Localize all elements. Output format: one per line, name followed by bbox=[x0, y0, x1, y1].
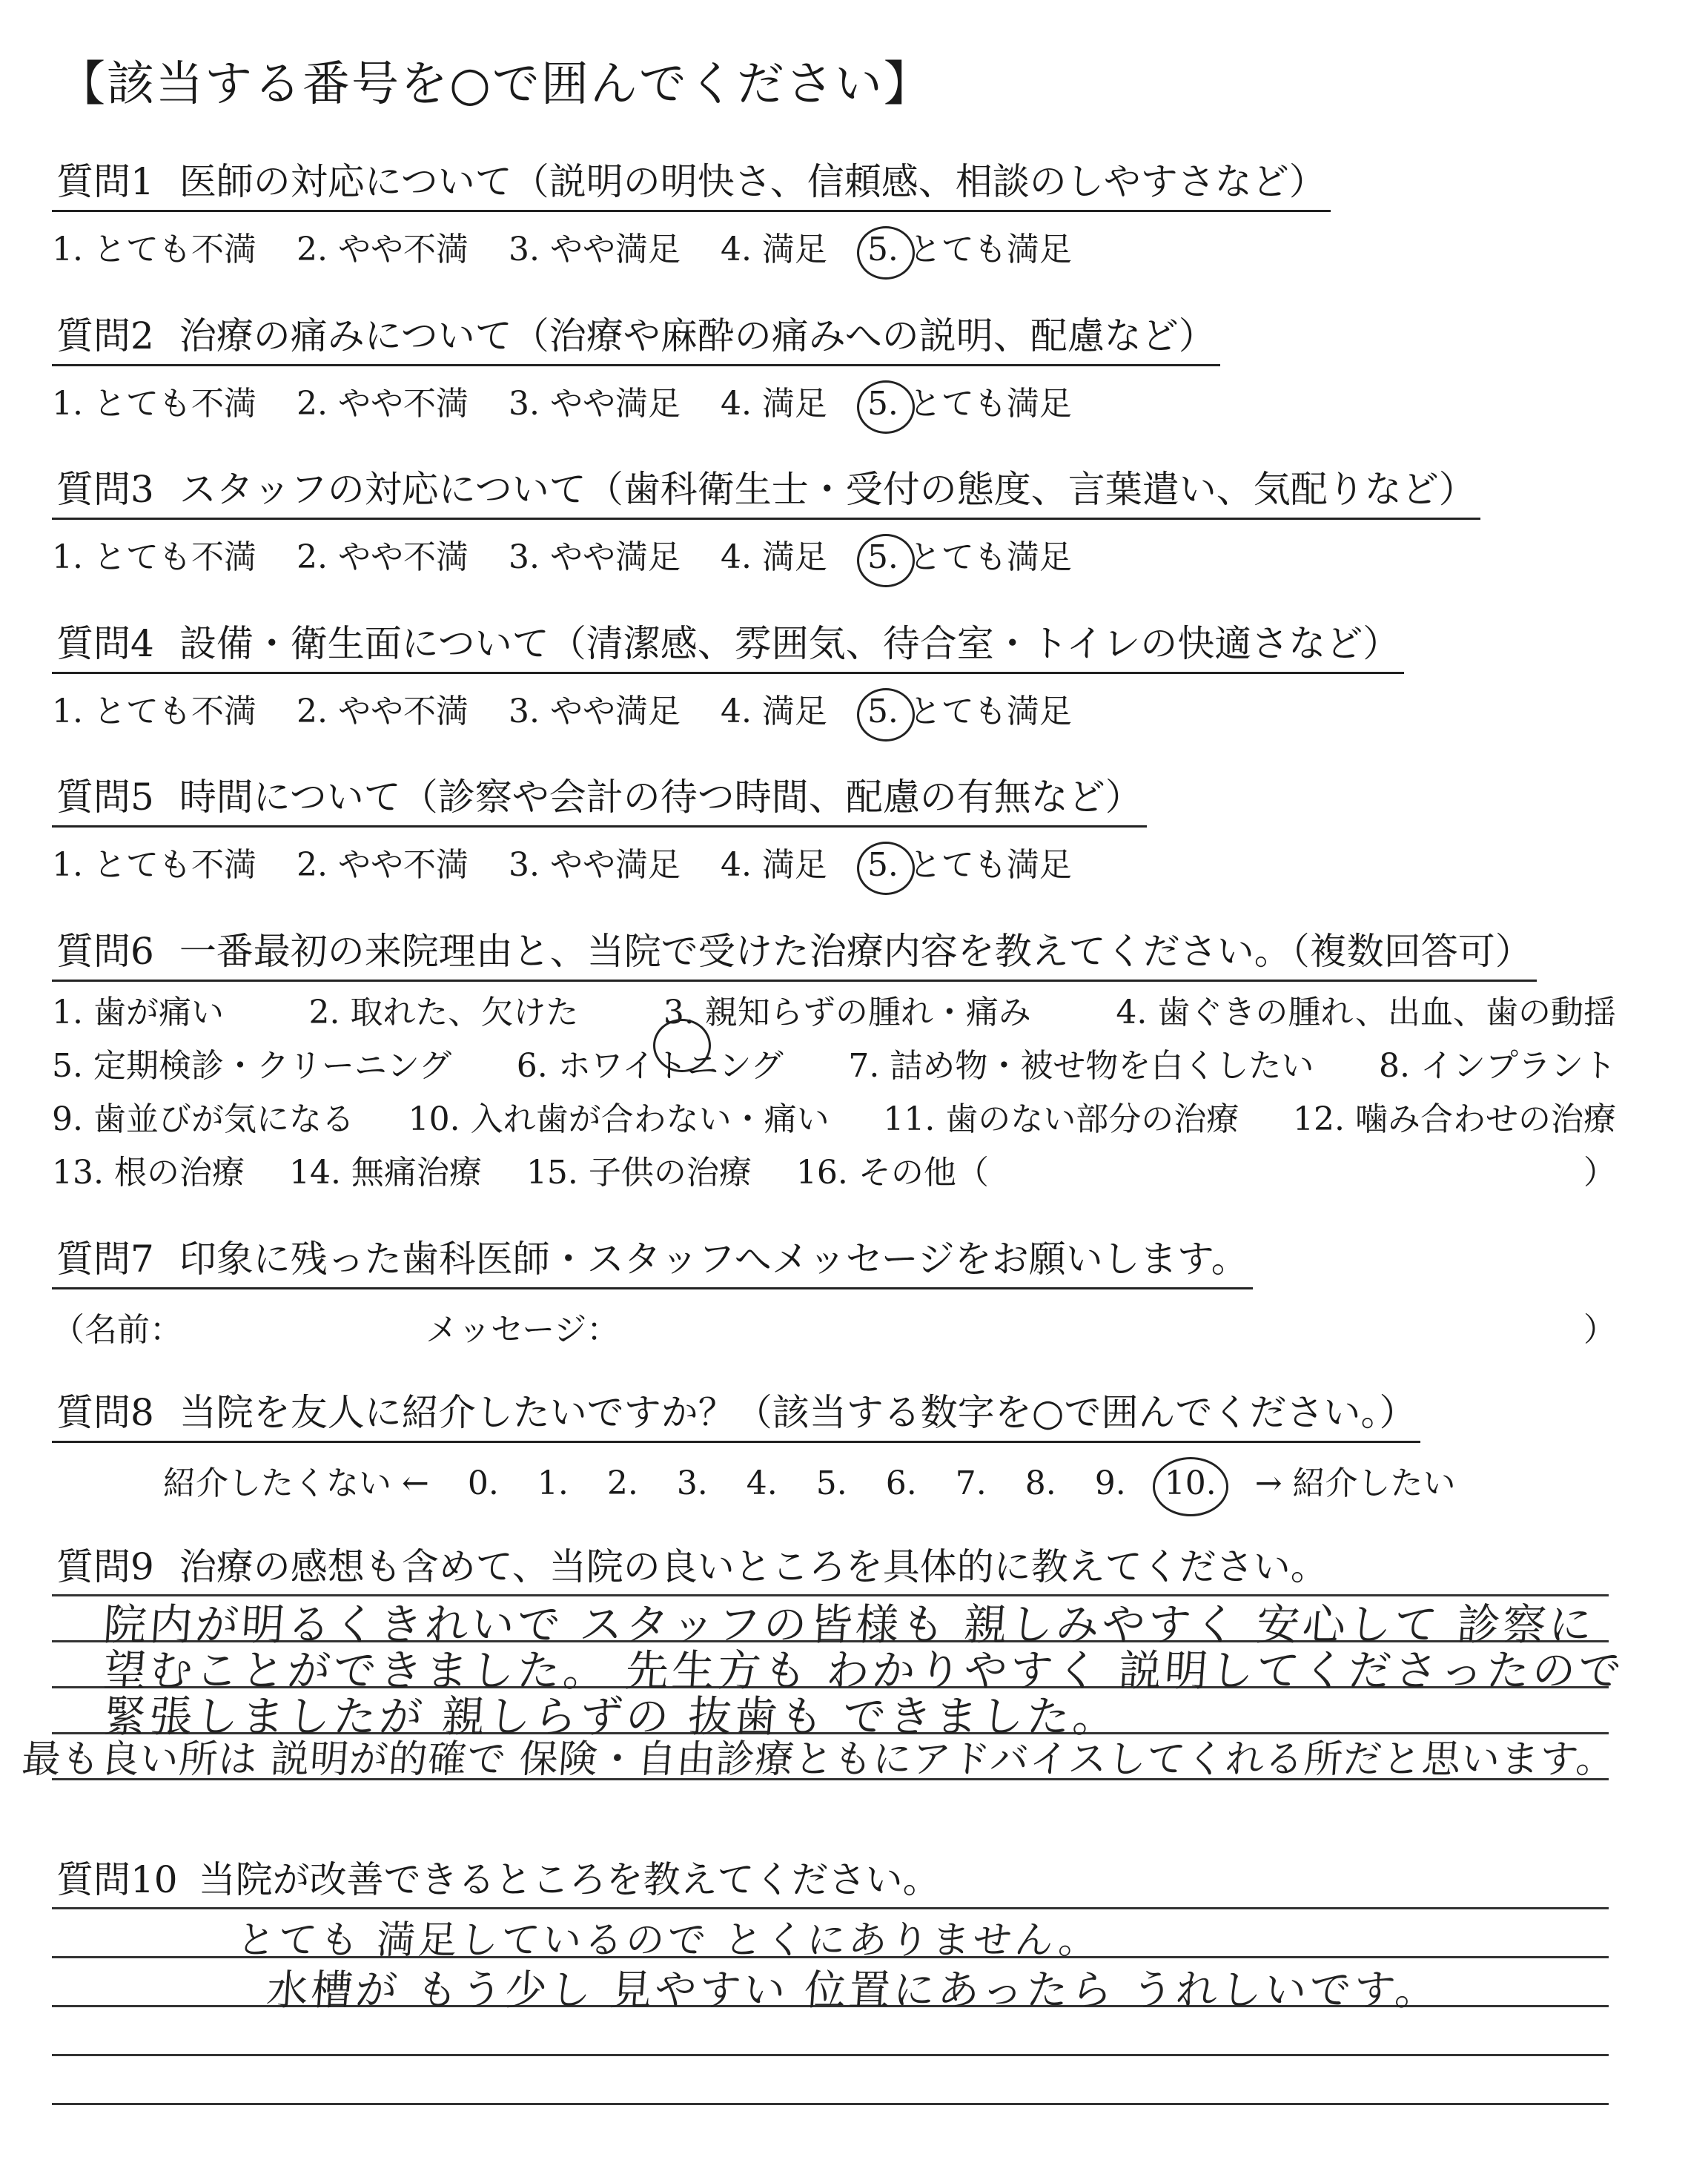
message-label: メッセージ： bbox=[426, 1311, 620, 1349]
question-title bbox=[52, 1383, 1420, 1443]
option-5[interactable] bbox=[867, 838, 1072, 885]
option-2[interactable] bbox=[297, 222, 469, 270]
question-title bbox=[52, 1229, 1253, 1289]
option-number: 3. bbox=[508, 846, 540, 884]
option-label: やや満足 bbox=[549, 693, 681, 730]
question-number: 質問3 bbox=[56, 468, 154, 511]
question-4 bbox=[52, 614, 1623, 732]
option-4[interactable] bbox=[721, 222, 827, 270]
option-row bbox=[52, 1146, 1616, 1200]
reason-option-1[interactable]: 1. 歯が痛い bbox=[52, 994, 224, 1031]
option-3[interactable] bbox=[509, 838, 681, 885]
option-label: とても満足 bbox=[908, 231, 1072, 268]
scale-7[interactable]: 7. bbox=[955, 1464, 987, 1502]
option-number: 2. bbox=[296, 846, 328, 884]
reason-option-10[interactable]: 10. 入れ歯が合わない・痛い bbox=[408, 1100, 830, 1138]
option-5[interactable] bbox=[867, 222, 1072, 270]
selected-answer: 5. bbox=[867, 231, 898, 268]
option-label: 満足 bbox=[761, 385, 827, 423]
option-3[interactable] bbox=[509, 684, 681, 732]
question-number: 質問2 bbox=[56, 314, 154, 357]
question-number: 質問9 bbox=[56, 1545, 154, 1588]
scale-left-label: 紹介したくない ← bbox=[163, 1464, 429, 1502]
option-2[interactable] bbox=[297, 377, 469, 424]
option-number: 2. bbox=[296, 693, 328, 730]
question-6 bbox=[52, 922, 1623, 1200]
option-label: 満足 bbox=[761, 231, 827, 268]
option-5[interactable] bbox=[867, 530, 1072, 578]
question-text: 当院を友人に紹介したいですか？（該当する数字を○で囲んでください。） bbox=[179, 1391, 1417, 1434]
question-3 bbox=[52, 460, 1623, 578]
handwritten-line: とても 満足しているので とくにありません。 bbox=[235, 1918, 1102, 1963]
reason-option-3-selected[interactable] bbox=[663, 986, 1031, 1040]
answer-options bbox=[52, 838, 1623, 885]
option-label: やや不満 bbox=[337, 538, 469, 576]
option-label: とても満足 bbox=[908, 385, 1072, 423]
reason-option-4[interactable]: 4. 歯ぐきの腫れ、出血、歯の動揺 bbox=[1116, 994, 1616, 1031]
reason-option-13[interactable]: 13. 根の治療 bbox=[52, 1154, 245, 1192]
question-title bbox=[52, 1850, 1623, 1903]
reason-option-2[interactable]: 2. 取れた、欠けた bbox=[308, 994, 579, 1031]
option-label: やや不満 bbox=[337, 231, 469, 268]
selected-answer: 5. bbox=[867, 385, 898, 423]
question-title bbox=[52, 460, 1480, 520]
question-text: スタッフの対応について（歯科衛生士・受付の態度、言葉遣い、気配りなど） bbox=[179, 468, 1476, 511]
question-number: 質問8 bbox=[56, 1391, 154, 1434]
option-1[interactable] bbox=[52, 838, 256, 885]
question-text: 治療の痛みについて（治療や麻酔の痛みへの説明、配慮など） bbox=[179, 314, 1216, 357]
option-label: とても満足 bbox=[908, 538, 1072, 576]
option-number: 3. bbox=[508, 693, 540, 730]
option-number: 4. bbox=[720, 693, 752, 730]
option-label: やや不満 bbox=[337, 385, 469, 423]
reason-options bbox=[52, 986, 1623, 1200]
scale-10-selected[interactable]: 10. bbox=[1164, 1464, 1217, 1502]
option-label: 3. 親知らずの腫れ・痛み bbox=[663, 994, 1031, 1031]
option-label: とても不満 bbox=[93, 693, 256, 730]
option-1[interactable] bbox=[52, 222, 256, 270]
form-header: 【該当する番号を○で囲んでください】 bbox=[58, 57, 933, 112]
scale-2[interactable]: 2. bbox=[606, 1464, 638, 1502]
option-label: とても不満 bbox=[93, 846, 256, 884]
option-row bbox=[52, 1093, 1616, 1146]
answer-options bbox=[52, 684, 1623, 732]
option-number: 1. bbox=[52, 693, 83, 730]
option-4[interactable] bbox=[721, 838, 827, 885]
reason-option-14[interactable]: 14. 無痛治療 bbox=[288, 1154, 482, 1192]
option-label: やや不満 bbox=[337, 846, 469, 884]
question-title bbox=[52, 152, 1331, 212]
name-label: （名前： bbox=[52, 1311, 182, 1349]
question-number: 質問5 bbox=[56, 776, 154, 819]
option-number: 2. bbox=[296, 231, 328, 268]
scale-right-label: → 紹介したい bbox=[1254, 1464, 1456, 1502]
option-label: とても満足 bbox=[908, 693, 1072, 730]
handwritten-line: 最も良い所は 説明が的確で 保険・自由診療ともにアドバイスしてくれる所だと思います。 bbox=[20, 1737, 1618, 1782]
option-5[interactable] bbox=[867, 377, 1072, 424]
option-4[interactable] bbox=[721, 530, 827, 578]
handwritten-line: 望むことができました。 先生方も わかりやすく 説明してくださったので bbox=[102, 1645, 1626, 1696]
reason-option-8[interactable]: 8. インプラント bbox=[1379, 1047, 1616, 1085]
option-number: 4. bbox=[720, 231, 752, 268]
handwritten-line: 緊張しましたが 親しらずの 抜歯も できました。 bbox=[102, 1691, 1121, 1742]
question-number: 質問4 bbox=[56, 622, 154, 665]
question-number: 質問6 bbox=[56, 930, 154, 973]
question-title bbox=[52, 306, 1220, 366]
option-1[interactable] bbox=[52, 684, 256, 732]
question-8 bbox=[52, 1383, 1623, 1504]
scale-6[interactable]: 6. bbox=[885, 1464, 917, 1502]
message-close-paren: ） bbox=[1583, 1311, 1616, 1349]
reason-option-9[interactable]: 9. 歯並びが気になる bbox=[52, 1100, 354, 1138]
option-1[interactable] bbox=[52, 530, 256, 578]
option-label: やや満足 bbox=[549, 385, 681, 423]
question-title bbox=[52, 922, 1537, 982]
question-text: 時間について（診察や会計の待つ時間、配慮の有無など） bbox=[179, 776, 1142, 819]
question-text: 設備・衛生面について（清潔感、雰囲気、待合室・トイレの快適さなど） bbox=[179, 622, 1400, 665]
option-2[interactable] bbox=[297, 838, 469, 885]
selected-answer: 5. bbox=[867, 538, 898, 576]
scale-1[interactable]: 1. bbox=[537, 1464, 569, 1502]
option-4[interactable] bbox=[721, 377, 827, 424]
option-number: 3. bbox=[508, 231, 540, 268]
question-title bbox=[52, 767, 1147, 828]
selected-answer: 5. bbox=[867, 693, 898, 730]
question-title bbox=[52, 614, 1404, 674]
handwritten-line: 院内が明るくきれいで スタッフの皆様も 親しみやすく 安心して 診察に bbox=[102, 1599, 1597, 1650]
option-label: とても不満 bbox=[93, 231, 256, 268]
scale-9[interactable]: 9. bbox=[1094, 1464, 1126, 1502]
question-7 bbox=[52, 1229, 1623, 1350]
option-1[interactable] bbox=[52, 377, 256, 424]
question-text: 治療の感想も含めて、当院の良いところを具体的に教えてください。 bbox=[179, 1545, 1328, 1588]
option-label: やや満足 bbox=[549, 538, 681, 576]
option-number: 2. bbox=[296, 385, 328, 423]
question-5 bbox=[52, 767, 1623, 885]
option-label: 満足 bbox=[761, 846, 827, 884]
question-text: 医師の対応について（説明の明快さ、信頼感、相談のしやすさなど） bbox=[179, 160, 1326, 203]
question-text: 当院が改善できるところを教えてください。 bbox=[198, 1858, 940, 1901]
option-label: とても不満 bbox=[93, 385, 256, 423]
question-number: 質問1 bbox=[56, 160, 154, 203]
option-label: やや不満 bbox=[337, 693, 469, 730]
option-number: 3. bbox=[508, 385, 540, 423]
option-number: 4. bbox=[720, 846, 752, 884]
option-number: 4. bbox=[720, 538, 752, 576]
option-number: 4. bbox=[720, 385, 752, 423]
reason-option-5[interactable]: 5. 定期検診・クリーニング bbox=[52, 1047, 452, 1085]
reason-option-12[interactable]: 12. 噛み合わせの治療 bbox=[1293, 1100, 1616, 1138]
option-row bbox=[52, 986, 1616, 1040]
question-10 bbox=[52, 1850, 1623, 1903]
scale-8[interactable]: 8. bbox=[1025, 1464, 1056, 1502]
scale-4[interactable]: 4. bbox=[746, 1464, 778, 1502]
selected-answer: 5. bbox=[867, 846, 898, 884]
option-2[interactable] bbox=[297, 530, 469, 578]
scale-0[interactable]: 0. bbox=[467, 1464, 499, 1502]
scale-3[interactable]: 3. bbox=[676, 1464, 708, 1502]
answer-options bbox=[52, 530, 1623, 578]
reason-option-11[interactable]: 11. 歯のない部分の治療 bbox=[883, 1100, 1239, 1138]
option-label: やや満足 bbox=[549, 231, 681, 268]
other-close-paren: ） bbox=[1583, 1154, 1616, 1192]
recommend-scale bbox=[52, 1456, 1623, 1504]
option-2[interactable] bbox=[297, 684, 469, 732]
scale-5[interactable]: 5. bbox=[815, 1464, 847, 1502]
question-title bbox=[52, 1537, 1623, 1591]
answer-line bbox=[52, 2054, 1609, 2056]
reason-option-7[interactable]: 7. 詰め物・被せ物を白くしたい bbox=[848, 1047, 1314, 1085]
question-number: 質問7 bbox=[56, 1238, 154, 1281]
question-9 bbox=[52, 1537, 1623, 1591]
question-2 bbox=[52, 306, 1623, 424]
message-row bbox=[52, 1303, 1616, 1350]
option-3[interactable] bbox=[509, 222, 681, 270]
option-number: 1. bbox=[52, 538, 83, 576]
option-label: とても満足 bbox=[908, 846, 1072, 884]
option-number: 3. bbox=[508, 538, 540, 576]
q10-answer-area[interactable] bbox=[52, 1907, 1609, 2130]
option-number: 1. bbox=[52, 385, 83, 423]
question-1 bbox=[52, 152, 1623, 270]
option-number: 1. bbox=[52, 846, 83, 884]
option-number: 2. bbox=[296, 538, 328, 576]
answer-line bbox=[52, 2103, 1609, 2105]
option-number: 1. bbox=[52, 231, 83, 268]
handwritten-line: 水槽が もう少し 見やすい 位置にあったら うれしいです。 bbox=[265, 1966, 1442, 2015]
option-5[interactable] bbox=[867, 684, 1072, 732]
question-text: 印象に残った歯科医師・スタッフへメッセージをお願いします。 bbox=[179, 1238, 1248, 1281]
question-number: 質問10 bbox=[56, 1858, 178, 1901]
q9-answer-area[interactable] bbox=[20, 1594, 1626, 1817]
reason-option-15[interactable]: 15. 子供の治療 bbox=[526, 1154, 752, 1192]
option-label: やや満足 bbox=[549, 846, 681, 884]
option-label: 満足 bbox=[761, 538, 827, 576]
answer-options bbox=[52, 377, 1623, 424]
answer-options bbox=[52, 222, 1623, 270]
option-label: とても不満 bbox=[93, 538, 256, 576]
option-row bbox=[52, 1040, 1616, 1093]
option-3[interactable] bbox=[509, 377, 681, 424]
reason-option-6[interactable]: 6. ホワイトニング bbox=[516, 1047, 784, 1085]
question-text: 一番最初の来院理由と、当院で受けた治療内容を教えてください。（複数回答可） bbox=[179, 930, 1532, 973]
option-4[interactable] bbox=[721, 684, 827, 732]
option-label: 満足 bbox=[761, 693, 827, 730]
option-3[interactable] bbox=[509, 530, 681, 578]
reason-option-16-other[interactable]: 16. その他（ bbox=[795, 1154, 989, 1192]
